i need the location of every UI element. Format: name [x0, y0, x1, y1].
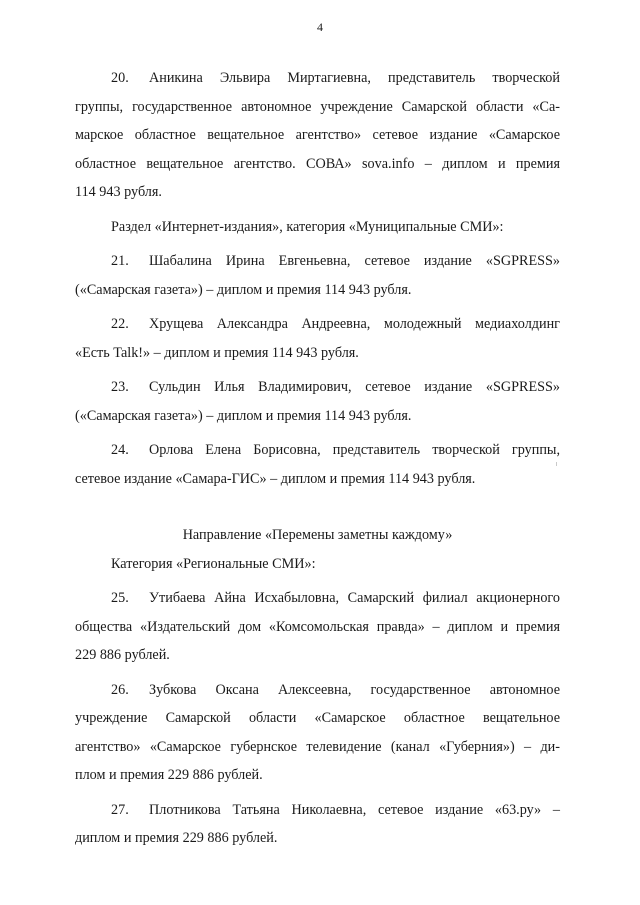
scan-mark — [556, 462, 557, 466]
list-item-27 — [75, 796, 560, 853]
list-item-25 — [75, 584, 560, 670]
item-number: 22. — [111, 316, 129, 332]
item-first-line — [75, 64, 560, 93]
item-text: Аникина Эльвира Миртагиевна, представитель творческой — [149, 70, 560, 86]
item-text: Шабалина Ирина Евгеньевна, сетевое издание «SGPRESS» — [149, 253, 560, 269]
list-item-24 — [75, 436, 560, 493]
item-text: Орлова Елена Борисовна, представитель творческой группы, — [149, 442, 560, 458]
list-item-21 — [75, 247, 560, 304]
item-text: Утибаева Айна Исхабыловна, Самарский филиал акционерного — [149, 590, 560, 606]
item-line: «Есть Talk!» – диплом и премия 114 943 рубля. — [75, 344, 359, 361]
list-item-22 — [75, 310, 560, 367]
item-line: 229 886 рублей. — [75, 647, 170, 663]
section-heading-internet: Раздел «Интернет-издания», категория «Муниципальные СМИ»: — [111, 218, 504, 235]
item-number: 20. — [111, 70, 129, 86]
document-body — [75, 64, 560, 853]
item-line: диплом и премия 229 886 рублей. — [75, 830, 278, 846]
item-line: общества «Издательский дом «Комсомольская правда» – диплом и премия — [75, 618, 560, 635]
item-line: («Самарская газета») – диплом и премия 114 943 рубля. — [75, 407, 412, 424]
item-number: 27. — [111, 801, 129, 818]
item-first-line — [75, 247, 560, 276]
item-line: учреждение Самарской области «Самарское областное вещательное — [75, 710, 560, 726]
list-item-20 — [75, 64, 560, 207]
item-line: сетевое издание «Самара-ГИС» – диплом и премия 114 943 рубля. — [75, 470, 476, 487]
list-item-26 — [75, 676, 560, 790]
item-first-line — [75, 676, 560, 705]
item-number: 23. — [111, 379, 129, 395]
item-line: группы, государственное автономное учреждение Самарской области «Са- — [75, 98, 560, 115]
item-line: 114 943 рубля. — [75, 184, 162, 200]
item-text: Плотникова Татьяна Николаевна, сетевое издание «63.ру» – — [149, 801, 560, 818]
item-line: («Самарская газета») – диплом и премия 114 943 рубля. — [75, 281, 412, 298]
item-number: 25. — [111, 590, 129, 606]
item-line: марское областное вещательное агентство» сетевое издание «Самарское — [75, 127, 560, 143]
direction-heading: Направление «Перемены заметны каждому» — [182, 527, 453, 543]
item-first-line — [75, 796, 560, 825]
item-first-line — [75, 310, 560, 339]
list-item-23 — [75, 373, 560, 430]
item-line: плом и премия 229 886 рублей. — [75, 767, 263, 783]
page-number: 4 — [317, 20, 323, 34]
item-text: Сульдин Илья Владимирович, сетевое издание «SGPRESS» — [149, 379, 560, 395]
item-number: 26. — [111, 681, 129, 698]
category-heading: Категория «Региональные СМИ»: — [111, 555, 316, 572]
item-first-line — [75, 584, 560, 613]
item-first-line — [75, 373, 560, 402]
item-text: Хрущева Александра Андреевна, молодежный медиахолдинг — [149, 316, 560, 332]
item-number: 24. — [111, 442, 129, 458]
item-text: Зубкова Оксана Алексеевна, государственное автономное — [149, 681, 560, 698]
item-line: агентство» «Самарское губернское телевидение (канал «Губерния») – ди- — [75, 738, 560, 755]
item-first-line — [75, 436, 560, 465]
item-line: областное вещательное агентство. СОВА» sova.info – диплом и премия — [75, 155, 560, 172]
item-number: 21. — [111, 253, 129, 269]
